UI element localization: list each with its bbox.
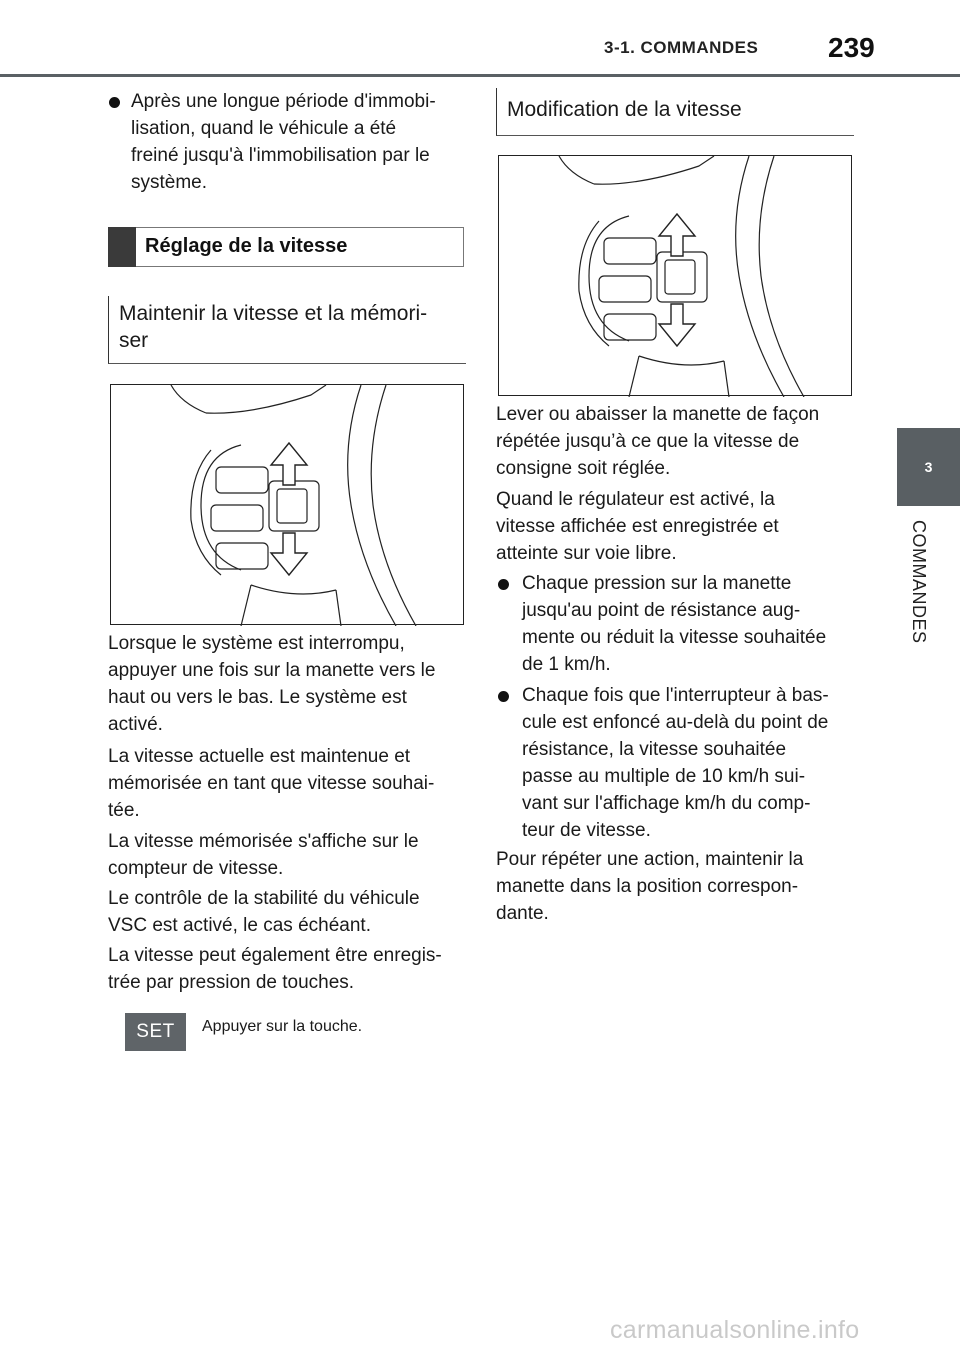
text-line: freiné jusqu'à l'immobilisation par le xyxy=(131,145,430,166)
text-line: teur de vitesse. xyxy=(522,820,651,841)
text-line: La vitesse peut également être enregis- xyxy=(108,945,442,966)
text-line: appuyer une fois sur la manette vers le xyxy=(108,660,436,681)
header-rule xyxy=(0,74,960,77)
text-line: mente ou réduit la vitesse souhaitée xyxy=(522,627,827,648)
steering-control-illustration xyxy=(110,384,464,625)
text-line: Lorsque le système est interrompu, xyxy=(108,633,405,654)
text-line: trée par pression de touches. xyxy=(108,972,355,993)
heading-text: Réglage de la vitesse xyxy=(145,235,348,257)
paragraph-1 xyxy=(108,630,468,738)
paragraph-right-1 xyxy=(496,401,856,482)
text-line: Chaque fois que l'interrupteur à bas- xyxy=(522,685,829,706)
text-line: manette dans la position correspon- xyxy=(496,876,799,897)
page-number: 239 xyxy=(828,32,875,63)
paragraph-2 xyxy=(108,743,468,824)
text-line: vant sur l'affichage km/h du comp- xyxy=(522,793,811,814)
chapter-number: 3 xyxy=(924,459,933,475)
chapter-label xyxy=(900,520,930,720)
heading-bar xyxy=(108,227,136,267)
bullet-right-2 xyxy=(522,682,862,844)
text-line: activé. xyxy=(108,714,163,735)
subheading-maintain xyxy=(108,296,466,364)
speed-change-drawing xyxy=(499,156,853,397)
bullet-dot xyxy=(498,579,509,590)
text-line: ser xyxy=(119,329,149,352)
text-line: lisation, quand le véhicule a été xyxy=(131,118,397,139)
bullet-dot xyxy=(109,97,120,108)
bullet-right-1 xyxy=(522,570,862,678)
text-line: Modification de la vitesse xyxy=(507,98,742,121)
text-line: Quand le régulateur est activé, la xyxy=(496,489,775,510)
text-line: tée. xyxy=(108,800,140,821)
text-line: Chaque pression sur la manette xyxy=(522,573,792,594)
text-line: La vitesse actuelle est maintenue et xyxy=(108,746,411,767)
text-line: système. xyxy=(131,172,208,193)
chapter-tab xyxy=(897,428,960,506)
text-line: Maintenir la vitesse et la mémori- xyxy=(119,302,428,325)
section-title: 3-1. COMMANDES xyxy=(604,38,759,57)
watermark: carmanualsonline.info xyxy=(610,1316,860,1344)
closing-paragraph xyxy=(496,846,856,927)
paragraph-5 xyxy=(108,942,468,996)
text-line: Pour répéter une action, maintenir la xyxy=(496,849,804,870)
section-heading xyxy=(108,227,464,267)
text-line: jusqu'au point de résistance aug- xyxy=(522,600,801,621)
bullet-dot xyxy=(498,691,509,702)
text-line: VSC est activé, le cas échéant. xyxy=(108,915,371,936)
text-line: répétée jusqu’à ce que la vitesse de xyxy=(496,431,800,452)
intro-bullet-text xyxy=(131,88,471,196)
subheading-modify xyxy=(496,88,854,136)
speed-change-illustration xyxy=(498,155,852,396)
chapter-label-text: COMMANDES xyxy=(909,520,929,644)
paragraph-right-2 xyxy=(496,486,856,567)
paragraph-4 xyxy=(108,885,468,939)
text-line: cule est enfoncé au-delà du point de xyxy=(522,712,829,733)
text-line: haut ou vers le bas. Le système est xyxy=(108,687,407,708)
steering-control-drawing xyxy=(111,385,465,626)
text-line: résistance, la vitesse souhaitée xyxy=(522,739,787,760)
set-key-icon: SET xyxy=(125,1013,186,1051)
text-line: atteinte sur voie libre. xyxy=(496,543,677,564)
text-line: Après une longue période d'immobi- xyxy=(131,91,436,112)
text-line: La vitesse mémorisée s'affiche sur le xyxy=(108,831,419,852)
text-line: Lever ou abaisser la manette de façon xyxy=(496,404,820,425)
text-line: consigne soit réglée. xyxy=(496,458,671,479)
text-line: dante. xyxy=(496,903,549,924)
text-line: de 1 km/h. xyxy=(522,654,611,675)
text-line: compteur de vitesse. xyxy=(108,858,284,879)
set-key-caption: Appuyer sur la touche. xyxy=(202,1018,363,1035)
text-line: mémorisée en tant que vitesse souhai- xyxy=(108,773,435,794)
text-line: vitesse affichée est enregistrée et xyxy=(496,516,779,537)
text-line: Le contrôle de la stabilité du véhicule xyxy=(108,888,420,909)
text-line: passe au multiple de 10 km/h sui- xyxy=(522,766,806,787)
paragraph-3 xyxy=(108,828,468,882)
